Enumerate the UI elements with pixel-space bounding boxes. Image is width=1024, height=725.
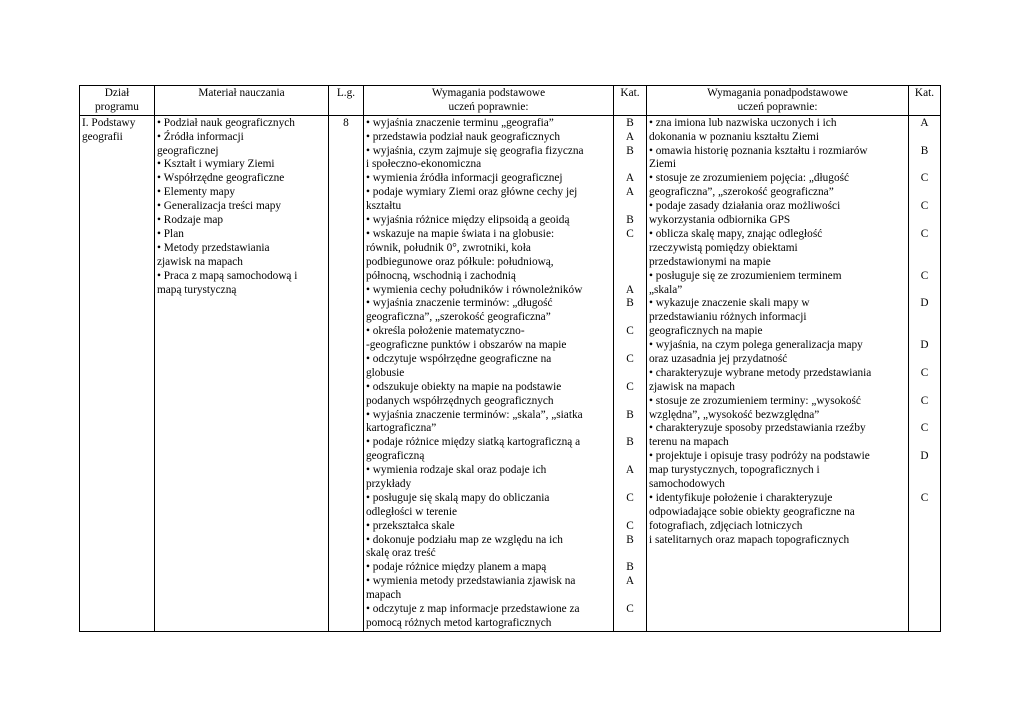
header-wpp-line: uczeń poprawnie: [737, 100, 818, 113]
cell-kat-2-line: D [920, 450, 929, 463]
cell-wymagania-ponadpodstawowe-line: i satelitarnych oraz mapach topograficznych [649, 533, 850, 546]
header-row [80, 86, 941, 116]
cell-wymagania-podstawowe-line: • podaje wymiary Ziemi oraz główne cechy jej [366, 186, 578, 199]
cell-kat-2-line: C [920, 366, 929, 379]
cell-wymagania-podstawowe-line: • wyjaśnia znaczenie terminu „geografia” [366, 116, 554, 129]
cell-wymagania-ponadpodstawowe-line: geograficzna”, „szerokość geograficzna” [649, 186, 834, 199]
cell-kat-1-line: B [626, 214, 634, 227]
cell-kat-1-line [616, 270, 644, 284]
cell-kat-1-line: A [625, 172, 635, 185]
cell-kat-2-line: C [920, 200, 929, 213]
cell-kat-2-line [911, 186, 938, 200]
cell-material-line: • Podział nauk geograficznych [157, 116, 295, 129]
cell-kat-1-line: C [626, 325, 634, 338]
cell-wymagania-ponadpodstawowe-line: względna”, „wysokość bezwzględna” [649, 408, 820, 421]
cell-dzial [80, 115, 155, 631]
cell-wymagania-ponadpodstawowe-line: oraz uzasadnia jej przydatność [649, 352, 788, 365]
cell-wymagania-ponadpodstawowe-line: zjawisk na mapach [649, 380, 735, 393]
cell-wymagania-podstawowe-line: kartograficzna” [366, 422, 437, 435]
cell-kat-2 [909, 115, 941, 631]
cell-kat-1-line: A [625, 186, 635, 199]
cell-kat-2-line [911, 131, 938, 145]
cell-material-line: • Metody przedstawiania [157, 241, 270, 254]
cell-wymagania-ponadpodstawowe-line: map turystycznych, topograficznych i [649, 464, 820, 477]
cell-wymagania-ponadpodstawowe-line: • wykazuje znaczenie skali mapy w [649, 297, 810, 310]
cell-kat-1-line: B [626, 297, 634, 310]
cell-kat-2-line [911, 464, 938, 478]
cell-kat-2-line: C [920, 422, 929, 435]
cell-material-line: • Praca z mapą samochodową i [157, 269, 298, 282]
cell-kat-1-line: B [626, 561, 634, 574]
cell-wymagania-ponadpodstawowe-line: • zna imiona lub nazwiska uczonych i ich [649, 116, 837, 129]
cell-kat-1-line: B [626, 408, 634, 421]
cell-wymagania-podstawowe-line: równik, południk 0°, zwrotniki, koła [366, 241, 531, 254]
cell-kat-1-line: B [626, 144, 634, 157]
cell-material-line: • Generalizacja treści mapy [157, 200, 282, 213]
cell-kat-2-line [911, 506, 938, 520]
cell-kat-1-line: A [625, 283, 635, 296]
cell-wymagania-podstawowe-line: skalę oraz treść [366, 547, 436, 560]
cell-wymagania-podstawowe-line: pomocą różnych metod kartograficznych [366, 616, 552, 629]
cell-kat-2-line: C [920, 172, 929, 185]
cell-kat-2-line [911, 256, 938, 270]
cell-wymagania-podstawowe-line: • przedstawia podział nauk geograficznych [366, 130, 561, 143]
cell-wymagania-ponadpodstawowe-line: • stosuje ze zrozumieniem pojęcia: „długość [649, 172, 850, 185]
cell-wymagania-ponadpodstawowe-line: • identyfikuje położenie i charakteryzuje [649, 491, 833, 504]
header-dzial-line: programu [95, 100, 139, 113]
cell-wymagania-ponadpodstawowe-line: • charakteryzuje wybrane metody przedstawiania [649, 366, 872, 379]
cell-wymagania-podstawowe-line: • podaje różnice między planem a mapą [366, 561, 547, 574]
cell-wymagania-podstawowe-line: • wymienia rodzaje skal oraz podaje ich [366, 464, 547, 477]
cell-dzial-line: geografii [82, 130, 123, 143]
cell-kat-1-line [616, 158, 644, 172]
cell-kat-1-line: B [626, 436, 634, 449]
cell-kat-2-line [911, 325, 938, 339]
cell-kat-1-line [616, 589, 644, 603]
cell-kat-1-line [616, 242, 644, 256]
cell-wymagania-ponadpodstawowe-line: • podaje zasady działania oraz możliwości [649, 200, 841, 213]
cell-kat-1-line: C [626, 227, 634, 240]
cell-kat-1 [614, 115, 647, 631]
cell-kat-2-line [911, 409, 938, 423]
cell-lg: 8 [329, 115, 364, 631]
cell-dzial-line: I. Podstawy [82, 116, 136, 129]
cell-wymagania-podstawowe-line: • odczytuje współrzędne geograficzne na [366, 352, 552, 365]
header-kat-1: Kat. [614, 86, 647, 116]
cell-kat-2-line: A [920, 116, 929, 129]
header-wymagania-podstawowe [364, 86, 614, 116]
cell-wymagania-podstawowe-line: północną, wschodnią i zachodnią [366, 269, 516, 282]
cell-material-line: • Rodzaje map [157, 214, 224, 227]
cell-kat-1-line: A [625, 575, 635, 588]
header-wpp-line: Wymagania ponadpodstawowe [707, 87, 848, 99]
cell-wymagania-podstawowe-line: i społeczno-ekonomiczna [366, 158, 482, 171]
cell-wymagania-podstawowe-line: • wyjaśnia znaczenie terminów: „skala”, „siatka [366, 408, 583, 421]
cell-wymagania-podstawowe-line: • dokonuje podziału map ze względu na ich [366, 533, 563, 546]
cell-wymagania-podstawowe-line: • posługuje się skalą mapy do obliczania [366, 491, 550, 504]
cell-wymagania-podstawowe-line: globusie [366, 366, 405, 379]
cell-wymagania-podstawowe-line: geograficzna”, „szerokość geograficzna” [366, 311, 551, 324]
cell-wymagania-ponadpodstawowe-line: • charakteryzuje sposoby przedstawiania rzeźby [649, 422, 866, 435]
cell-wymagania-podstawowe-line: -geograficzne punktów i obszarów na mapie [366, 339, 567, 352]
cell-kat-2-line: D [920, 339, 929, 352]
cell-wymagania-podstawowe-line: • wymienia źródła informacji geograficznej [366, 172, 563, 185]
cell-material-line: • Plan [157, 227, 184, 240]
cell-wymagania-podstawowe-line: • odczytuje z map informacje przedstawione za [366, 602, 580, 615]
cell-material-line: geograficznej [157, 144, 219, 157]
cell-kat-2-line [911, 284, 938, 298]
table-row [80, 115, 941, 631]
cell-wymagania-podstawowe-line: • określa położenie matematyczno- [366, 325, 525, 338]
cell-kat-2-line [911, 311, 938, 325]
cell-wymagania-ponadpodstawowe [647, 115, 909, 631]
cell-kat-1-line: C [626, 380, 634, 393]
header-kat-2: Kat. [909, 86, 941, 116]
cell-kat-1-line [616, 617, 644, 631]
cell-wymagania-ponadpodstawowe-line: odpowiadające sobie obiekty geograficzne na [649, 505, 855, 518]
cell-kat-2-line: C [920, 269, 929, 282]
cell-wymagania-podstawowe-line: przykłady [366, 477, 412, 490]
cell-material-line: • Elementy mapy [157, 186, 235, 199]
cell-wymagania-ponadpodstawowe-line: rzeczywistą pomiędzy obiektami [649, 241, 798, 254]
cell-wymagania-podstawowe-line: odległości w terenie [366, 505, 457, 518]
cell-kat-2-line: C [920, 491, 929, 504]
cell-kat-1-line [616, 367, 644, 381]
cell-wymagania-podstawowe-line: kształtu [366, 200, 402, 213]
header-wp-line: uczeń poprawnie: [448, 100, 529, 113]
cell-kat-2-line [911, 478, 938, 492]
cell-wymagania-ponadpodstawowe-line: przedstawionymi na mapie [649, 255, 771, 268]
cell-wymagania-ponadpodstawowe-line: • omawia historię poznania kształtu i rozmiarów [649, 144, 868, 157]
cell-kat-1-line: B [626, 533, 634, 546]
cell-wymagania-podstawowe-line: • odszukuje obiekty na mapie na podstawie [366, 380, 562, 393]
cell-wymagania-ponadpodstawowe-line: terenu na mapach [649, 436, 729, 449]
cell-kat-1-line: B [626, 116, 634, 129]
header-dzial [80, 86, 155, 116]
cell-material-line: zjawisk na mapach [157, 255, 243, 268]
cell-kat-1-line: C [626, 519, 634, 532]
cell-kat-2-line [911, 381, 938, 395]
cell-kat-2-line: B [920, 144, 929, 157]
cell-kat-2-line [911, 520, 938, 534]
cell-kat-2-line [911, 242, 938, 256]
cell-kat-2-line: C [920, 394, 929, 407]
cell-wymagania-ponadpodstawowe-line: samochodowych [649, 477, 725, 490]
cell-material [155, 115, 329, 631]
cell-wymagania-ponadpodstawowe-line: wykorzystania odbiornika GPS [649, 214, 791, 227]
cell-kat-2-line: C [920, 227, 929, 240]
cell-kat-1-line [616, 339, 644, 353]
cell-wymagania-podstawowe-line: geograficzną [366, 450, 425, 463]
cell-kat-2-line [911, 353, 938, 367]
cell-wymagania-ponadpodstawowe-line: • wyjaśnia, na czym polega generalizacja mapy [649, 339, 863, 352]
cell-wymagania-ponadpodstawowe-line: „skala” [649, 283, 683, 296]
cell-wymagania-ponadpodstawowe-line: fotografiach, zdjęciach lotniczych [649, 519, 803, 532]
cell-kat-1-line: C [626, 491, 634, 504]
cell-material-line: • Źródła informacji [157, 130, 244, 143]
cell-wymagania-ponadpodstawowe-line: • projektuje i opisuje trasy podróży na podstawie [649, 450, 870, 463]
cell-wymagania-ponadpodstawowe-line: • oblicza skalę mapy, znając odległość [649, 227, 823, 240]
cell-wymagania-podstawowe-line: • podaje różnice między siatką kartograficzną a [366, 436, 581, 449]
cell-kat-1-line [616, 422, 644, 436]
cell-wymagania-ponadpodstawowe-line: przedstawianiu różnych informacji [649, 311, 807, 324]
cell-kat-1-line [616, 311, 644, 325]
cell-wymagania-podstawowe-line: podbiegunowe oraz półkule: południową, [366, 255, 554, 268]
cell-wymagania-podstawowe-line: podanych współrzędnych geograficznych [366, 394, 554, 407]
cell-kat-2-line [911, 214, 938, 228]
cell-kat-1-line [616, 478, 644, 492]
cell-kat-2-line [911, 534, 938, 548]
cell-wymagania-podstawowe-line: • wyjaśnia znaczenie terminów: „długość [366, 297, 553, 310]
cell-wymagania-podstawowe [364, 115, 614, 631]
cell-kat-2-line [911, 436, 938, 450]
cell-wymagania-podstawowe-line: • przekształca skale [366, 519, 455, 532]
cell-wymagania-ponadpodstawowe-line: • posługuje się ze zrozumieniem terminem [649, 269, 842, 282]
cell-wymagania-ponadpodstawowe-line: dokonania w poznaniu kształtu Ziemi [649, 130, 820, 143]
cell-wymagania-podstawowe-line: mapach [366, 589, 402, 602]
cell-kat-1-line [616, 395, 644, 409]
cell-wymagania-ponadpodstawowe-line: geograficznych na mapie [649, 325, 763, 338]
header-wp-line: Wymagania podstawowe [431, 87, 546, 99]
header-dzial-line: Dział [104, 87, 130, 99]
cell-kat-2-line [911, 158, 938, 172]
cell-kat-1-line [616, 547, 644, 561]
cell-wymagania-podstawowe-line: • wyjaśnia, czym zajmuje się geografia fizyczna [366, 144, 584, 157]
cell-kat-1-line: C [626, 602, 634, 615]
cell-material-line: • Współrzędne geograficzne [157, 172, 285, 185]
cell-kat-1-line: A [625, 464, 635, 477]
cell-wymagania-podstawowe-line: • wyjaśnia różnice między elipsoidą a geoidą [366, 214, 570, 227]
cell-wymagania-ponadpodstawowe-line: Ziemi [649, 158, 676, 171]
cell-wymagania-ponadpodstawowe-line: • stosuje ze zrozumieniem terminy: „wysokość [649, 394, 861, 407]
cell-kat-1-line [616, 506, 644, 520]
cell-kat-1-line [616, 200, 644, 214]
header-wymagania-ponadpodstawowe [647, 86, 909, 116]
header-material: Materiał nauczania [155, 86, 329, 116]
cell-kat-1-line: C [626, 352, 634, 365]
cell-kat-1-line [616, 256, 644, 270]
cell-kat-2-line: D [920, 297, 929, 310]
cell-wymagania-podstawowe-line: • wymienia metody przedstawiania zjawisk na [366, 575, 576, 588]
cell-wymagania-podstawowe-line: • wskazuje na mapie świata i na globusie: [366, 227, 555, 240]
cell-kat-1-line [616, 450, 644, 464]
cell-wymagania-podstawowe-line: • wymienia cechy południków i równoleżników [366, 283, 583, 296]
cell-kat-1-line: A [625, 130, 635, 143]
cell-material-line: mapą turystyczną [157, 283, 237, 296]
header-lg: L.g. [329, 86, 364, 116]
cell-material-line: • Kształt i wymiary Ziemi [157, 158, 275, 171]
curriculum-table [79, 85, 941, 632]
